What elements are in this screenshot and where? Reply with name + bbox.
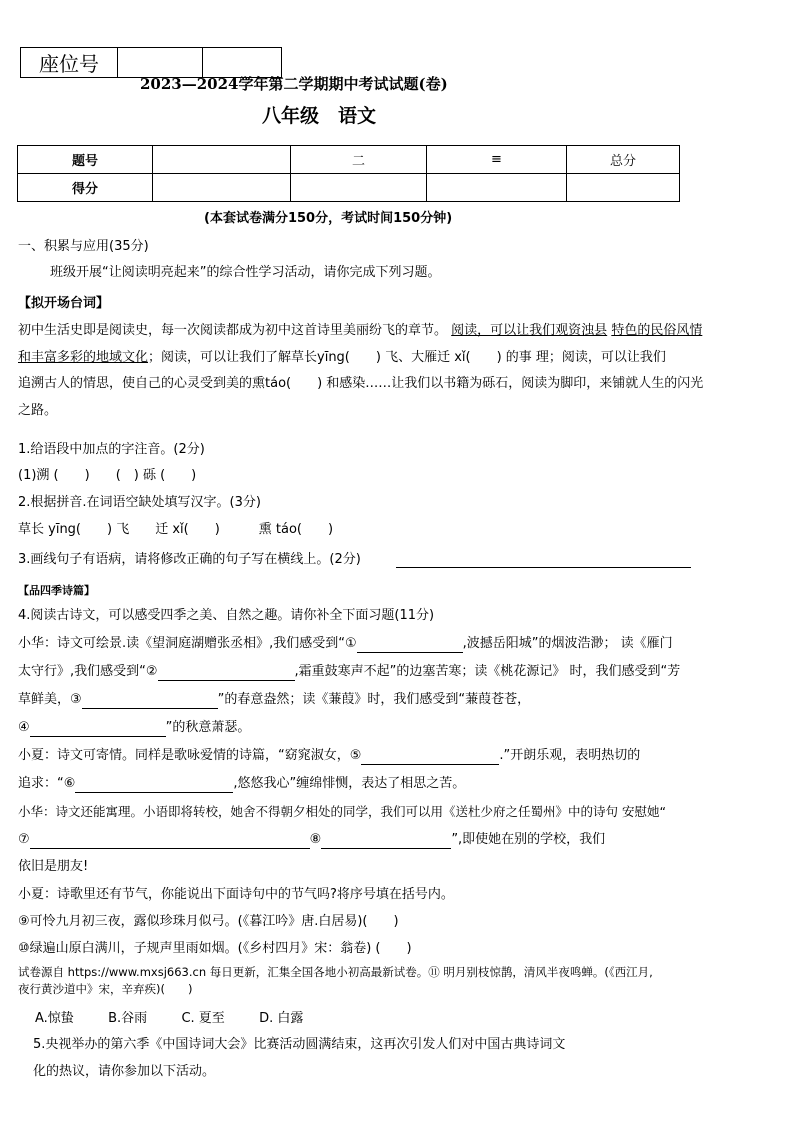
poem-line: 夜行黄沙道中》宋，辛弃疾)( ) <box>18 982 193 996</box>
underlined-sentence: 和丰富多彩的地域文化 <box>18 350 149 365</box>
question-5: 5.央视举办的第六季《中国诗词大会》比赛活动圆满结束，这再次引发人们对中国古典诗词文 <box>33 1037 566 1052</box>
answer-blank[interactable] <box>82 694 218 709</box>
question-3: 3.画线句子有语病，请将修改正确的句子写在横线上。(2分) <box>18 552 361 567</box>
answer-blank[interactable] <box>30 834 310 849</box>
question-5-cont: 化的热议，请你参加以下活动。 <box>33 1064 216 1079</box>
answer-options <box>35 1010 303 1028</box>
table-cell <box>153 174 291 202</box>
paragraph-line: 和丰富多彩的地域文化；阅读，可以让我们了解草长yīng( ) 飞、大雁迁 xǐ( ) 的事 理；阅读，可以让我们 <box>18 350 666 365</box>
paragraph-line: 之路。 <box>18 403 58 418</box>
poem-line: ⑨可怜九月初三夜，露似珍珠月似弓。(《暮江吟》唐.白居易)( ) <box>18 914 399 929</box>
poem-line: ④ ”的秋意萧瑟。 <box>18 720 251 735</box>
section-heading: 一、积累与应用(35分) <box>18 239 149 254</box>
poem-line: 小华：诗文还能寓理。小语即将转校，她舍不得朝夕相处的同学，我们可以用《送杜少府之任蜀州》中的诗句 安慰她“ <box>18 804 666 819</box>
poem-line: 草鲜美，③ ”的春意盎然；读《蒹葭》时，我们感受到“蒹葭苍苍， <box>18 692 531 707</box>
poem-line: 太守行》,我们感受到“② ,霜重鼓寒声不起”的边塞苦寒；读《桃花源记》 时，我们感受到“芳 <box>18 664 681 679</box>
table-cell: ≡ <box>427 146 567 174</box>
poem-line: 小夏：诗文可寄情。同样是歌咏爱情的诗篇，“窈窕淑女，⑤ .”开朗乐观，表明热切的 <box>18 748 641 763</box>
answer-blank[interactable] <box>30 722 166 737</box>
table-row <box>18 174 680 202</box>
table-cell: 得分 <box>18 174 153 202</box>
question-1: 1.给语段中加点的字注音。(2分) <box>18 442 205 457</box>
answer-line <box>396 567 691 568</box>
subsection-heading: 【拟开场台词】 <box>18 296 110 311</box>
exam-title: 2023—2024学年第二学期期中考试试题(卷) <box>140 75 448 93</box>
paragraph-line: 初中生活史即是阅读史，每一次阅读都成为初中这首诗里美丽纷飞的章节。 阅读，可以让我们观资浊县 特色的民俗风情 <box>18 323 703 338</box>
paragraph-line: 追溯古人的情思，使自己的心灵受到美的熏táo( ) 和感染……让我们以书籍为砾石，阅读为脚印，来铺就人生的闪光 <box>18 376 704 391</box>
poem-line: 小夏：诗歌里还有节气，你能说出下面诗句中的节气吗?将序号填在括号内。 <box>18 887 454 902</box>
subsection-heading: 【品四季诗篇】 <box>18 584 95 597</box>
underlined-sentence: 特色的民俗风情 <box>611 323 703 338</box>
question-2-items: 草长 yīng( ) 飞 迁 xǐ( ) 熏 táo( ) <box>18 522 334 537</box>
table-cell: 题号 <box>18 146 153 174</box>
answer-blank[interactable] <box>158 666 295 681</box>
table-row <box>18 146 680 174</box>
answer-blank[interactable] <box>357 638 463 653</box>
table-cell: 总分 <box>567 146 680 174</box>
question-1-items: (1)溯 ( ) ( ) 砾 ( ) <box>18 468 197 483</box>
seat-label: 座位号 <box>21 48 118 78</box>
option-c: C. 夏至 <box>181 1011 225 1026</box>
poem-line: 小华：诗文可绘景.读《望洞庭湖赠张丞相》,我们感受到“① ,波撼岳阳城”的烟波浩渺； 读《雁门 <box>18 636 673 651</box>
table-cell <box>427 174 567 202</box>
option-a: A.惊蛰 <box>35 1011 74 1026</box>
poem-line: ⑦ ⑧ ”,即使她在别的学校，我们 <box>18 832 606 847</box>
exam-note: (本套试卷满分150分，考试时间150分钟) <box>204 211 453 226</box>
table-cell <box>291 174 427 202</box>
score-table <box>17 145 680 202</box>
answer-blank[interactable] <box>361 750 499 765</box>
section-intro: 班级开展“让阅读明亮起来”的综合性学习活动，请你完成下列习题。 <box>50 265 441 280</box>
question-4: 4.阅读古诗文，可以感受四季之美、自然之趣。请你补全下面习题(11分) <box>18 608 435 623</box>
poem-line: 试卷源自 https://www.mxsj663.cn 每日更新，汇集全国各地小初高最新试卷。⑪ 明月别枝惊鹊，清风半夜鸣蝉。(《西江月, <box>18 965 653 979</box>
answer-blank[interactable] <box>75 778 233 793</box>
answer-blank[interactable] <box>321 834 451 849</box>
subject-title: 八年级 语文 <box>262 105 377 127</box>
table-cell <box>153 146 291 174</box>
option-b: B.谷雨 <box>108 1011 148 1026</box>
poem-line: ⑩绿遍山原白满川，子规声里雨如烟。(《乡村四月》宋：翁卷) ( ) <box>18 941 412 956</box>
poem-line: 依旧是朋友! <box>18 859 89 874</box>
underlined-sentence: 阅读，可以让我们观资浊县 <box>451 323 608 338</box>
table-cell <box>567 174 680 202</box>
question-2: 2.根据拼音.在词语空缺处填写汉字。(3分) <box>18 495 261 510</box>
option-d: D. 白露 <box>259 1011 304 1026</box>
poem-line: 追求：“⑥ ,悠悠我心”缠绵悱恻，表达了相思之苦。 <box>18 776 466 791</box>
table-cell: 二 <box>291 146 427 174</box>
